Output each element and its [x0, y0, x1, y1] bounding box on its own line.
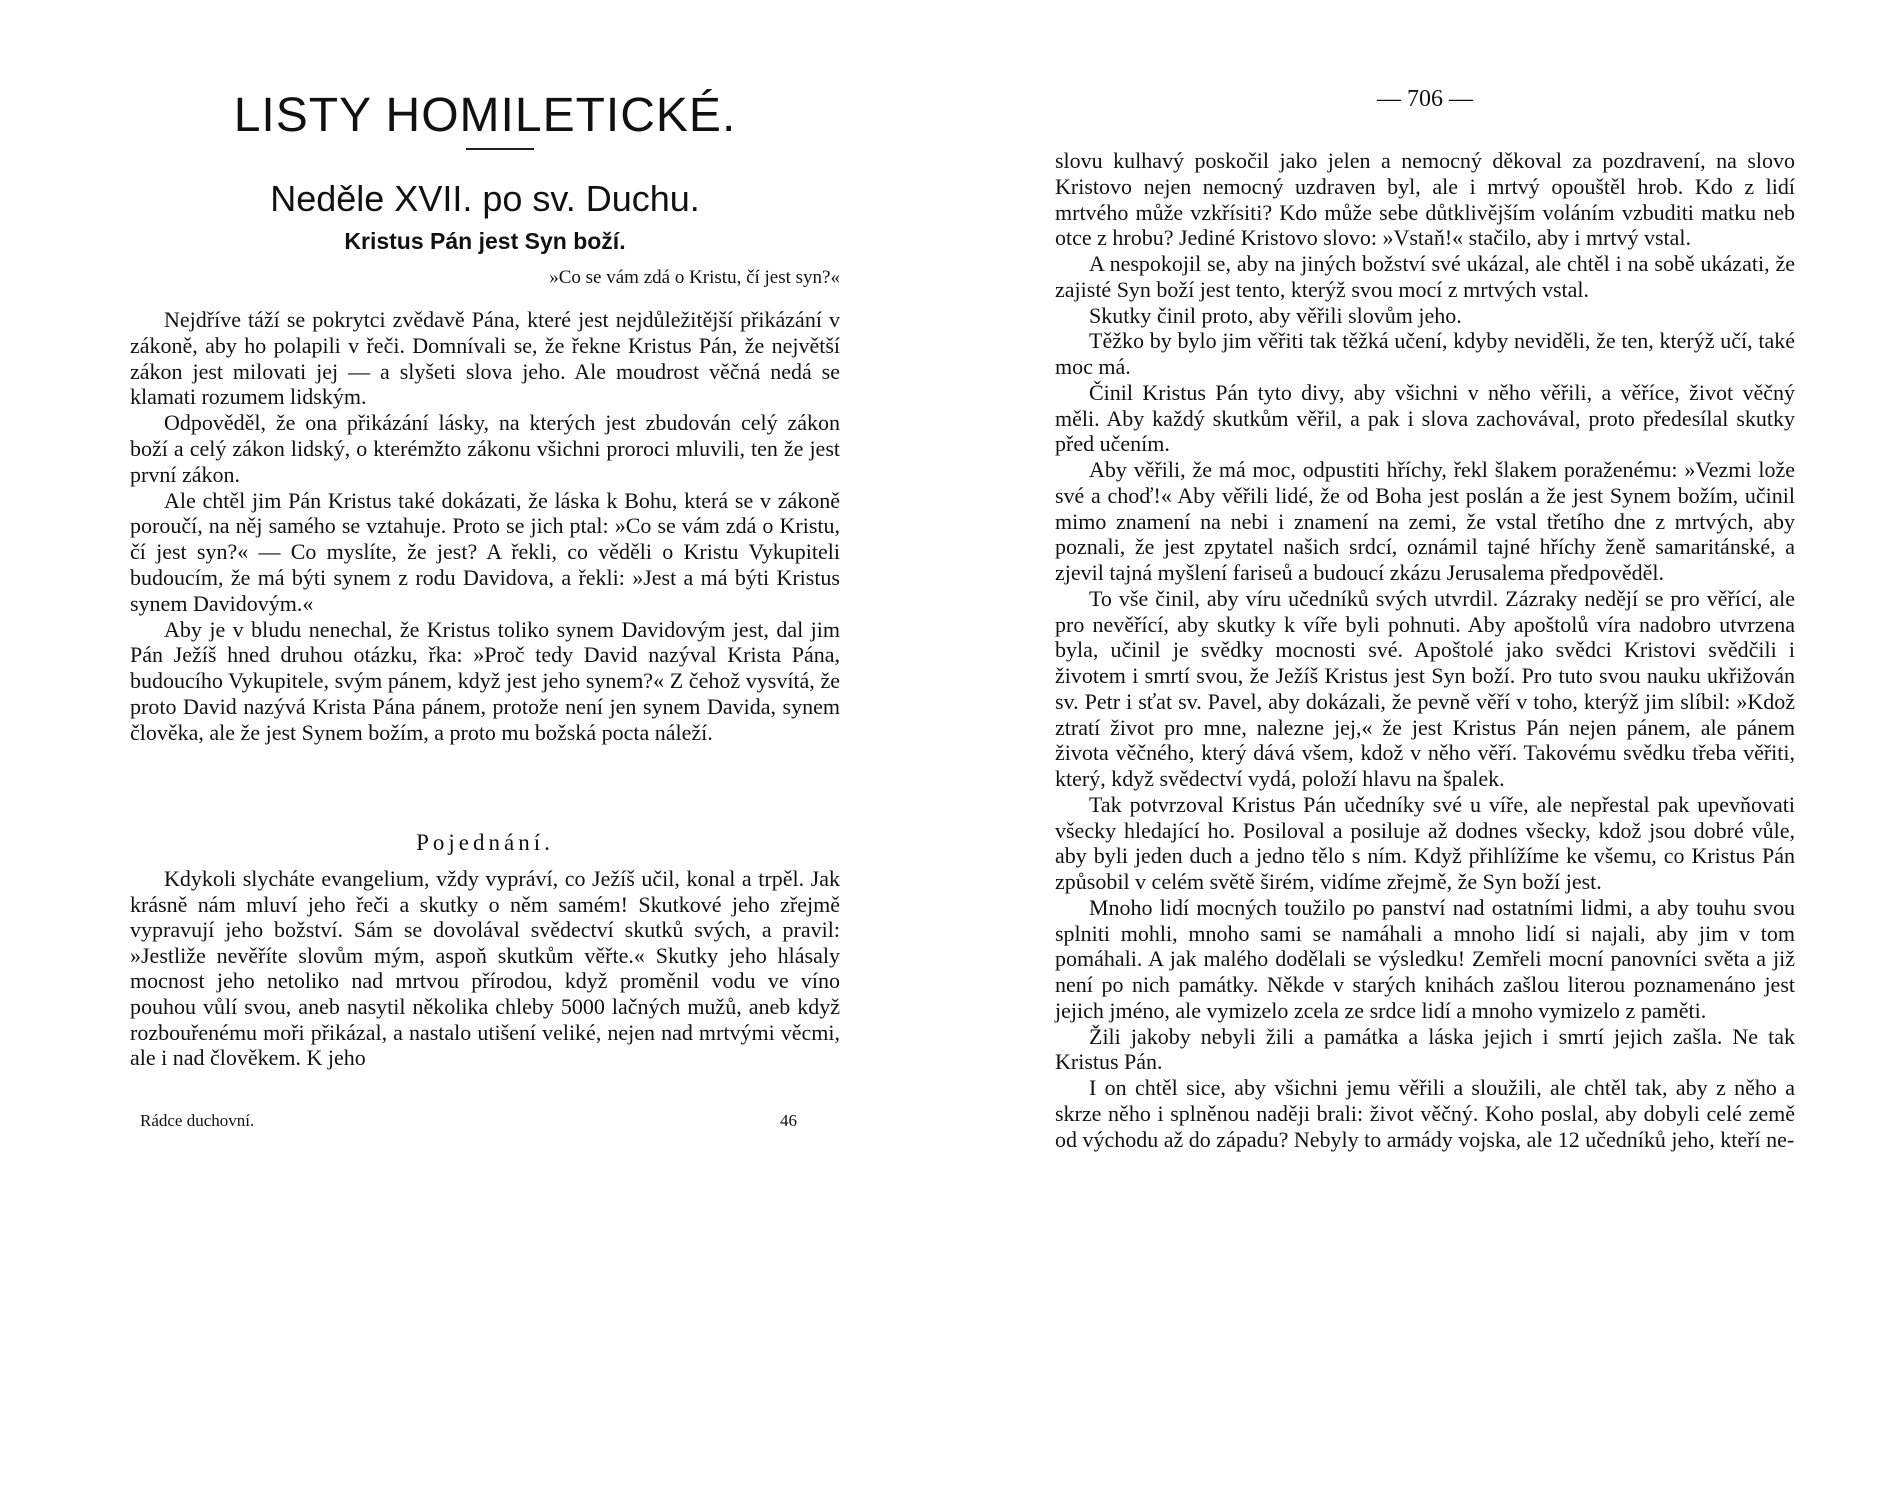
paragraph: Ale chtěl jim Pán Kristus také dokázati, že láska k Bohu, která se v zákoně poroučí, na něj samého se vztahuje. Proto se jich ptal: »Co se vám zdá o Kristu, čí jest syn?« — Co myslíte, že jest? A řekli, co věděli o Kristu Vykupiteli budoucím, že má býti synem z rodu Davidova, a řekli: »Jest a má býti Kristus synem Davidovým.«: [130, 487, 840, 616]
journal-title: LISTY HOMILETICKÉ.: [233, 89, 737, 142]
paragraph: To vše činil, aby víru učedníků svých utvrdil. Zázraky nedějí se pro věřící, ale pro nevěřící, aby skutky k víře byli pohnuti. Aby apoštolů víra nadobro utvrzena byla, učinil je svědky mocnosti své. Apoštolé jako svědci Kristovi svědčili i životem i smrtí svou, že Ježíš Kristus jest Syn boží. Pro tuto svou nauku ukřižován sv. Petr i sťat sv. Pavel, aby dokázali, že pevně věří v toho, kterýž jim slíbil: »Kdož ztratí život pro mne, nalezne jej,« že jest Kristus Pán nejen pánem, ale pánem života věčného, který dává všem, kdož v něho věří. Takovému svědku třeba věřiti, který, když svědectví vydá, položí hlavu na špalek.: [1055, 585, 1795, 791]
sermon-text: [130, 866, 840, 1071]
intro-text: [130, 307, 840, 746]
paragraph: Odpověděl, že ona přikázání lásky, na kterých jest zbudován celý zákon boží a celý zákon lidský, o kterémžto zákonu všichni proroci mluvili, ten že jest první zákon.: [130, 410, 840, 487]
paragraph: I on chtěl sice, aby všichni jemu věřili a sloužili, ale chtěl tak, aby z něho a skrze něho i splněnou naději brali: život věčný. Koho poslal, aby dobyli celé země od východu až do západu? Nebyly to armády vojska, ale 12 učedníků jeho, kteří ne-: [1055, 1075, 1795, 1152]
paragraph: Kdykoli slycháte evangelium, vždy vypráví, co Ježíš učil, konal a trpěl. Jak krásně nám mluví jeho řeči a skutky o něm samém! Skutkové jeho zřejmě vypravují jeho božství. Sám se dovolával svědectví skutků svých, a pravil: »Jestliže nevěříte slovům mým, aspoň skutkům věřte.« Skutky jeho hlásaly mocnost jeho netoliko nad mrtvou přírodou, když proměnil vodu ve víno pouhou vůlí svou, aneb nasytil několika chleby 5000 lačných mužů, aneb když rozbouřenému moři přikázal, a nastalo utišení veliké, nejen nad mrtvými věcmi, ale i nad člověkem. K jeho: [130, 866, 840, 1071]
epigraph-quote: »Co se vám zdá o Kristu, čí jest syn?«: [549, 267, 840, 288]
page-number: — 706 —: [1377, 86, 1473, 112]
paragraph: A nespokojil se, aby na jiných božství své ukázal, ale chtěl i na sobě ukázati, že zajisté Syn boží jest tento, kterýž svou mocí z mrtvých vstal.: [1055, 251, 1795, 302]
right-body-text: [1055, 148, 1795, 1152]
paragraph: Aby věřili, že má moc, odpustiti hříchy, řekl šlakem poraženému: »Vezmi lože své a choď!« Aby věřili lidé, že od Boha jest poslán a že jest Synem božím, učinil mimo znamení na nebi i znamení na zemi, že vstal třetího dne z mrtvých, aby poznali, že jest zpytatel našich srdcí, oznámil tajné hříchy ženě samaritánské, a zjevil tajná myšlení fariseů a budoucí zkázu Jerusalema předpověděl.: [1055, 457, 1795, 585]
footer-publication: Rádce duchovní.: [140, 1111, 255, 1130]
paragraph: Mnoho lidí mocných toužilo po panství nad ostatními lidmi, a aby touhu svou splniti mohli, mnoho sami se namáhali a mnoho lidí si najali, aby jim v tom pomáhali. A jak malého dodělali se výsledku! Zemřeli mocní panovníci světa a již není po nich památky. Někde v starých knihách zašlou literou poznamenáno jest jejich jméno, ale vymizelo zcela ze srdce lidí a mnoho vymizelo z paměti.: [1055, 894, 1795, 1023]
section-title: Neděle XVII. po sv. Duchu.: [270, 178, 700, 219]
paragraph: Nejdříve táží se pokrytci zvědavě Pána, které jest nejdůležitější přikázání v zákoně, aby ho polapili v řeči. Domnívali se, že řekne Kristus Pán, že největší zákon jest milovati jej — a slyšeti slova jeho. Ale moudrost věčná nedá se klamati rozumem lidským.: [130, 307, 840, 410]
section-subtitle: Kristus Pán jest Syn boží.: [344, 228, 626, 254]
left-page: [130, 0, 840, 1500]
paragraph: Činil Kristus Pán tyto divy, aby všichni v něho věřili, a věříce, život věčný měli. Aby každý skutkům věřil, a pak i slova zachovával, proto předesílal skutky před učením.: [1055, 379, 1795, 457]
footer-signature-mark: 46: [780, 1111, 797, 1130]
paragraph: Žili jakoby nebyli žili a památka a láska jejich i smrtí jejich zašla. Ne tak Kristus Pán.: [1055, 1023, 1795, 1075]
paragraph: Aby je v bludu nenechal, že Kristus toliko synem Davidovým jest, dal jim Pán Ježíš hned druhou otázku, řka: »Proč tedy David nazýval Krista Pána, budoucího Vykupitele, svým pánem, když jest jeho synem?« Z čehož vysvítá, že proto David nazývá Krista Pána pánem, protože není jen synem Davida, synem člověka, ale že jest Synem božím, a proto mu božská pocta náleží.: [130, 616, 840, 745]
right-page: [1055, 0, 1795, 1500]
paragraph: Těžko by bylo jim věřiti tak těžká učení, kdyby neviděli, že ten, kterýž učí, také moc má.: [1055, 328, 1795, 379]
paragraph: Skutky činil proto, aby věřili slovům jeho.: [1089, 302, 1462, 328]
paragraph: slovu kulhavý poskočil jako jelen a nemocný děkoval za pozdravení, na slovo Kristovo nejen nemocný uzdraven byl, ale i mrtvý opouštěl hrob. Kdo z lidí mrtvého může vzkřísiti? Kdo může sebe důtklivějším voláním vzbuditi matku neb otce z hrobu? Jediné Kristovo slovo: »Vstaň!« stačilo, aby i mrtvý vstal.: [1055, 148, 1795, 251]
subheading-pojednani: Pojednání.: [416, 830, 554, 855]
paragraph: Tak potvrzoval Kristus Pán učedníky své u víře, ale nepřestal pak upevňovati všecky hledající ho. Posiloval a posiluje až dodnes všecky, kdož jsou dobré vůle, aby byli jeden duch a jedno tělo s ním. Když přihlížíme ke všemu, co Kristus Pán způsobil v celém světě širém, vidíme zřejmě, že Syn boží jest.: [1055, 791, 1795, 894]
title-divider: [466, 148, 534, 150]
